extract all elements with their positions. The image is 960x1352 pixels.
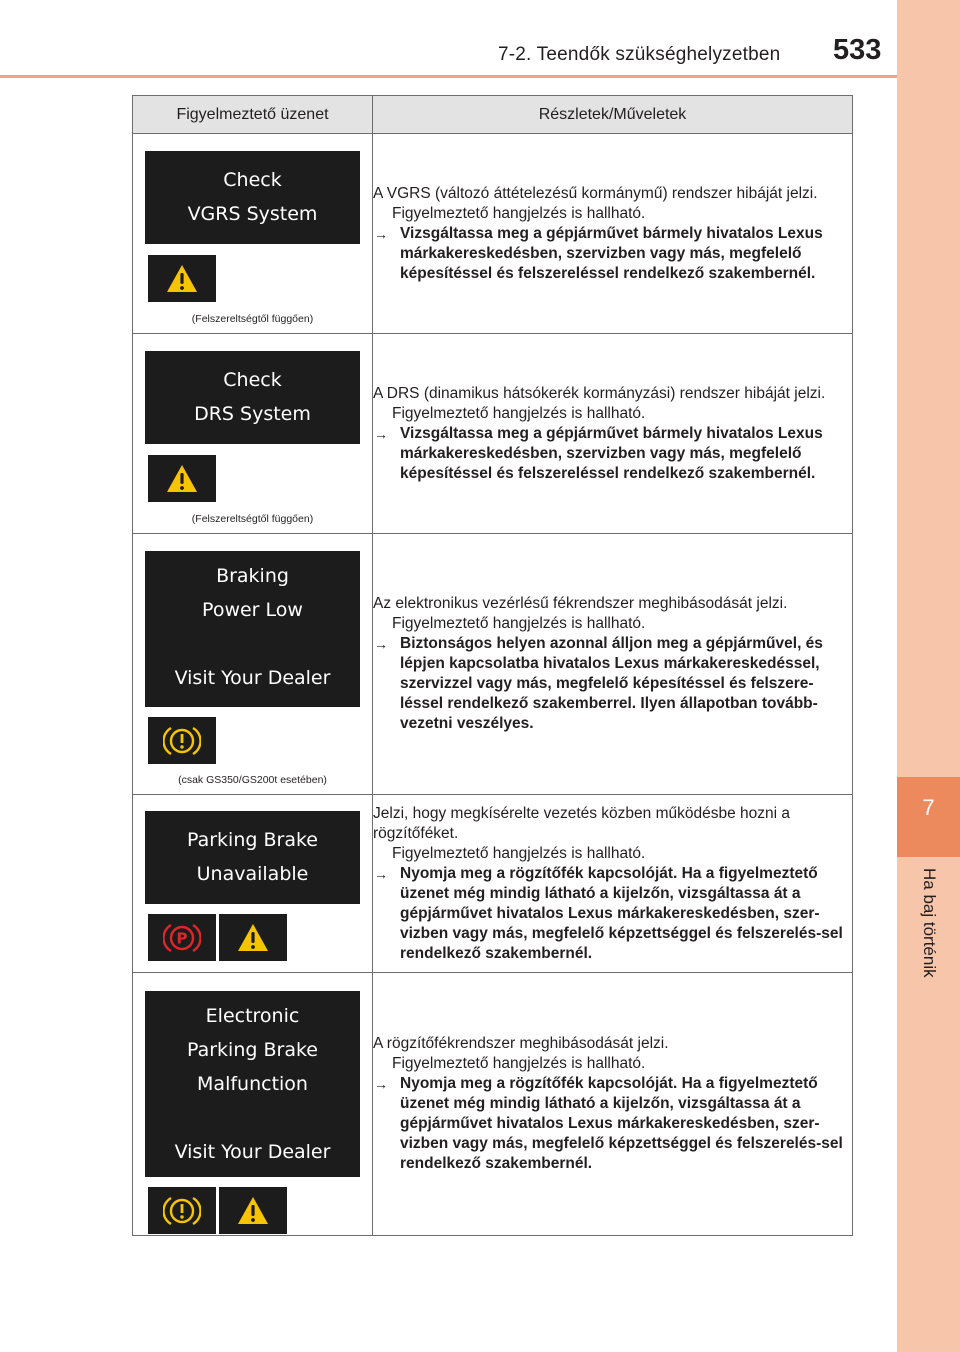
table-row xyxy=(133,973,853,1236)
column-header-message: Figyelmeztető üzenet xyxy=(133,96,373,134)
equipment-note: (Felszereltségtől függően) xyxy=(191,313,314,325)
action-item xyxy=(373,224,852,284)
screen-line: Parking Brake xyxy=(187,1039,318,1061)
buzzer-note: Figyelmeztető hangjelzés is hallható. xyxy=(392,844,646,862)
warning-triangle-icon xyxy=(219,1187,287,1234)
action-text: Nyomja meg a rögzítőfék kapcsolóját. Ha a figyelmeztető üzenet még mindig látható a kijelzőn, vizsgáltassa át a gépjárművet hivatalos Lexus márkakereskedésben, szer-vizben vagy más, megfelelő képzettséggel és felszerelés-sel rendelkező szakembernél. xyxy=(400,1075,843,1172)
arrow-right-icon: → xyxy=(374,1076,388,1092)
arrow-right-icon: → xyxy=(374,865,388,882)
parking-brake-icon xyxy=(148,914,216,961)
warning-triangle-icon xyxy=(219,914,287,961)
message-image-cell xyxy=(133,973,373,1236)
screen-line: Check xyxy=(223,369,282,391)
screen-line: Check xyxy=(223,169,282,191)
column-header-details: Részletek/Műveletek xyxy=(373,96,853,134)
warning-triangle-icon xyxy=(148,255,216,302)
table-row xyxy=(133,134,853,334)
svg-text:P: P xyxy=(176,929,188,947)
screen-line: Power Low xyxy=(202,599,303,621)
action-text: Nyomja meg a rögzítőfék kapcsolóját. Ha a figyelmeztető üzenet még mindig látható a kijelzőn, vizsgáltassa át a gépjárművet hivatalos Lexus márkakereskedésben, szer-vizben vagy más, megfelelő képzettséggel és felszerelés-sel rendelkező szakembernél. xyxy=(400,864,843,962)
screen-line: Visit Your Dealer xyxy=(174,1141,331,1163)
details-cell xyxy=(373,795,853,973)
table-row xyxy=(133,534,853,795)
screen-line: Braking xyxy=(216,565,289,587)
action-item xyxy=(373,634,852,734)
details-cell xyxy=(373,534,853,795)
action-item xyxy=(373,864,852,964)
warning-message-table xyxy=(132,95,853,1236)
display-screen xyxy=(145,151,360,244)
arrow-right-icon: → xyxy=(374,636,388,652)
description: Jelzi, hogy megkísérelte vezetés közben működésbe hozni a rögzítőféket. xyxy=(373,804,791,842)
buzzer-note: Figyelmeztető hangjelzés is hallható. xyxy=(392,1055,646,1072)
details-cell xyxy=(373,973,853,1236)
display-screen xyxy=(145,811,360,904)
screen-line: Visit Your Dealer xyxy=(174,667,331,689)
message-image-cell xyxy=(133,134,373,334)
action-item xyxy=(373,424,852,484)
table-row xyxy=(133,334,853,534)
description: A DRS (dinamikus hátsókerék kormányzási) rendszer hibáját jelzi. xyxy=(373,384,826,402)
buzzer-note: Figyelmeztető hangjelzés is hallható. xyxy=(392,615,646,632)
description: Az elektronikus vezérlésű fékrendszer meghibásodását jelzi. xyxy=(373,595,788,612)
screen-line: Malfunction xyxy=(197,1073,308,1095)
action-text: Vizsgáltassa meg a gépjárművet bármely hivatalos Lexus márkakereskedésben, szervizben vagy más, megfelelő képesítéssel és felszereléssel rendelkező szakembernél. xyxy=(400,424,823,482)
display-screen xyxy=(145,351,360,444)
chapter-title: Ha baj történik xyxy=(920,868,939,978)
brake-warning-icon xyxy=(148,717,216,764)
arrow-right-icon: → xyxy=(374,225,388,242)
message-image-cell xyxy=(133,534,373,795)
warning-triangle-icon xyxy=(148,455,216,502)
message-image-cell xyxy=(133,334,373,534)
chapter-sidebar xyxy=(897,0,960,1352)
equipment-note: (Felszereltségtől függően) xyxy=(191,513,314,525)
page-number: 533 xyxy=(833,34,882,66)
screen-line: Electronic xyxy=(205,1005,300,1027)
screen-line: Unavailable xyxy=(196,863,309,885)
buzzer-note: Figyelmeztető hangjelzés is hallható. xyxy=(392,404,646,422)
screen-line: Parking Brake xyxy=(187,829,318,851)
description: A VGRS (változó áttételezésű kormánymű) rendszer hibáját jelzi. xyxy=(373,184,818,202)
table-row xyxy=(133,795,853,973)
brake-warning-icon xyxy=(148,1187,216,1234)
arrow-right-icon: → xyxy=(374,425,388,442)
display-screen xyxy=(145,551,360,707)
model-note: (csak GS350/GS200t esetében) xyxy=(178,774,327,786)
details-cell xyxy=(373,134,853,334)
table-header-row xyxy=(133,96,853,134)
action-item xyxy=(373,1074,852,1174)
message-image-cell xyxy=(133,795,373,973)
section-title: 7-2. Teendők szükséghelyzetben xyxy=(498,44,781,65)
buzzer-note: Figyelmeztető hangjelzés is hallható. xyxy=(392,204,646,222)
header-rule xyxy=(0,75,897,78)
action-text: Vizsgáltassa meg a gépjárművet bármely hivatalos Lexus márkakereskedésben, szervizben vagy más, megfelelő képesítéssel és felszereléssel rendelkező szakembernél. xyxy=(400,224,823,282)
display-screen xyxy=(145,991,360,1177)
screen-line: DRS System xyxy=(194,403,311,425)
details-cell xyxy=(373,334,853,534)
action-text: Biztonságos helyen azonnal álljon meg a gépjárművel, és lépjen kapcsolatba hivatalos Lexus márkakereskedéssel, szervizzel vagy más, megfelelő képesítéssel és felszere-léssel rendelkező szakemberrel. Ilyen állapotban tovább-vezetni veszélyes. xyxy=(400,635,823,732)
description: A rögzítőfékrendszer meghibásodását jelzi. xyxy=(373,1035,669,1052)
screen-line: VGRS System xyxy=(187,203,318,225)
chapter-number: 7 xyxy=(922,795,935,820)
